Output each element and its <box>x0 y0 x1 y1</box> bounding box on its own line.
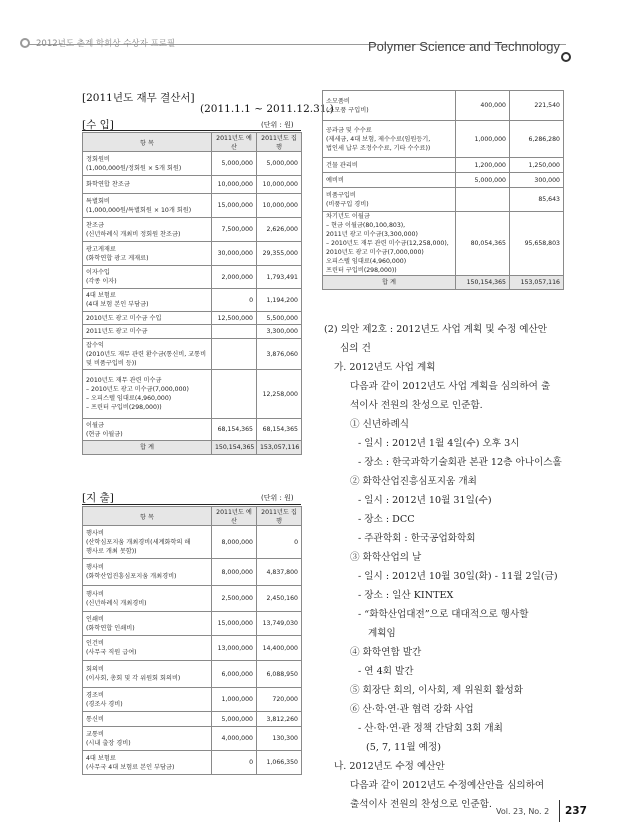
table-row <box>83 612 302 636</box>
row-budget-value: 15,000,000 <box>212 612 257 636</box>
row-item-line: – 2010년도 재무 관련 미수금(12,258,000), <box>326 240 449 247</box>
row-item-line: 차기년도 이월금 <box>326 213 370 220</box>
report-title: [2011년도 재무 결산서] <box>82 92 195 104</box>
income-unit: (단위 : 원) <box>261 121 294 129</box>
table-row <box>323 212 564 276</box>
row-budget-value: 5,000,000 <box>212 712 257 727</box>
row-item-line: 정회원비 <box>86 155 110 163</box>
row-item-line: 교통비 <box>86 730 104 738</box>
table-row <box>83 266 302 289</box>
row-budget-value: 8,000,000 <box>212 526 257 559</box>
agenda-line: 다음과 같이 2012년도 사업 계획을 심의하여 출 <box>350 381 551 392</box>
row-item-line: 2011년도 광고 미수금 <box>86 328 148 335</box>
row-actual-value: 1,793,491 <box>257 266 302 289</box>
row-budget-value: 0 <box>212 289 257 312</box>
agenda-line: - 일시 : 2012년 1월 4일(수) 오후 3시 <box>358 438 520 449</box>
agenda-line: - 산·학·연·관 정책 간담회 3회 개최 <box>358 723 503 734</box>
row-actual-value: 2,626,000 <box>257 218 302 242</box>
row-actual-value: 0 <box>257 526 302 559</box>
table-row <box>83 242 302 266</box>
table-row <box>323 91 564 121</box>
table-row <box>83 325 302 339</box>
table-row <box>83 289 302 312</box>
agenda-line: - “화학산업대전”으로 대대적으로 행사할 <box>358 609 529 620</box>
row-item-label <box>83 751 212 775</box>
table-row <box>83 727 302 751</box>
row-item-line: 4대 보험료 <box>86 292 116 299</box>
row-item-line: 인쇄비 <box>86 615 104 623</box>
table-row <box>83 419 302 441</box>
row-item-line: (현금 이월금) <box>86 430 123 438</box>
agenda-line: (2) 의안 제2호 : 2012년도 사업 계획 및 수정 예산안 <box>324 324 548 335</box>
row-item-line: 이자수입 <box>86 269 110 276</box>
agenda-line: - 일시 : 2012년 10월 31일(수) <box>358 495 492 506</box>
row-budget-value: 2,000,000 <box>212 266 257 289</box>
agenda-line: - 장소 : 일산 KINTEX <box>358 590 454 601</box>
row-item-label <box>83 727 212 751</box>
row-budget-value: 8,000,000 <box>212 559 257 586</box>
table-row <box>323 188 564 212</box>
row-budget-value: 1,000,000 <box>212 688 257 712</box>
row-item-line: 2010년도 재무 관련 미수금 <box>86 377 162 384</box>
row-item-label <box>83 152 212 176</box>
agenda-line: 계획임 <box>368 628 396 639</box>
row-item-line: – 프린터 구입비(298,000)) <box>86 404 162 411</box>
row-budget-value <box>212 370 257 419</box>
row-item-line: (소모품 구입비) <box>326 106 369 114</box>
row-budget-value: 5,000,000 <box>456 173 510 188</box>
table-row <box>83 559 302 586</box>
row-item-line: (화학산업진흥심포지움 개최경비) <box>86 573 177 580</box>
row-actual-value: 10,000,000 <box>257 176 302 194</box>
row-budget-value: 30,000,000 <box>212 242 257 266</box>
table-row <box>83 712 302 727</box>
row-item-label <box>83 661 212 688</box>
row-item-line: 법인세 납부 조정수수료, 기타 수수료)) <box>326 144 431 152</box>
row-item-label <box>83 339 212 370</box>
row-budget-value: 5,000,000 <box>212 152 257 176</box>
table-row <box>83 370 302 419</box>
table-row <box>83 526 302 559</box>
row-item-line: (산학심포지움 개최경비(세계화학의 해 <box>86 538 191 546</box>
expense-continued-table <box>322 90 564 290</box>
row-item-label <box>83 289 212 312</box>
row-item-line: 2010년도 광고 미수금 수입 <box>86 314 162 322</box>
row-item-line: – 오피스텔 임대료(4,960,000) <box>86 395 172 402</box>
row-item-label <box>323 188 456 212</box>
row-item-line: (화학연합 광고 게재료) <box>86 254 149 262</box>
row-budget-value: 0 <box>212 751 257 775</box>
row-item-label <box>323 91 456 121</box>
row-item-label <box>323 121 456 158</box>
header-circle-left-icon <box>20 38 30 48</box>
row-item-label <box>83 612 212 636</box>
agenda-line: - 주관학회 : 한국공업화학회 <box>358 533 476 544</box>
row-item-label <box>83 325 212 339</box>
income-rule <box>82 130 301 131</box>
col-header-actual: 2011년도 집행 <box>257 507 302 526</box>
header-section-text: 2012년도 춘계 학회상 수상자 프로필 <box>36 39 176 49</box>
row-budget-value: 10,000,000 <box>212 176 257 194</box>
agenda-line: ④ 화학연합 발간 <box>350 647 422 658</box>
row-item-line: (1,000,000원/특별회원 × 10개 회원) <box>86 206 192 214</box>
total-label: 합 계 <box>83 441 212 455</box>
row-item-label <box>83 586 212 612</box>
row-item-line: (사무국 4대 보험료 본인 부담금) <box>86 763 175 771</box>
row-item-line: (1,000,000원/정회원 × 5개 회원) <box>86 164 182 172</box>
total-budget-value: 150,154,365 <box>212 441 257 455</box>
income-table <box>82 132 302 455</box>
footer-volume: Vol. 23, No. 2 <box>496 807 550 816</box>
table-row <box>83 636 302 661</box>
table-row <box>83 176 302 194</box>
table-row <box>323 173 564 188</box>
table-row <box>323 121 564 158</box>
row-item-line: 인건비 <box>86 640 104 647</box>
row-item-line: 2010년도 광고 미수금(7,000,000) <box>326 249 424 256</box>
agenda-line: - 일시 : 2012년 10월 30일(화) - 11월 2일(금) <box>358 571 558 582</box>
row-item-line: 건물 관리비 <box>326 161 358 169</box>
row-item-line: 행사비 <box>86 564 104 571</box>
row-item-line: (신년하례식 개최비 정회원 찬조금) <box>86 230 181 238</box>
agenda-line: - 장소 : 한국과학기술회관 본관 12층 아나이스홀 <box>358 457 562 468</box>
row-actual-value: 29,355,000 <box>257 242 302 266</box>
row-item-line: (신년하례식 개최경비) <box>86 599 147 607</box>
row-actual-value: 85,643 <box>510 188 564 212</box>
table-row <box>83 688 302 712</box>
table-row <box>83 586 302 612</box>
row-actual-value: 4,837,800 <box>257 559 302 586</box>
col-header-actual: 2011년도 집행 <box>257 133 302 152</box>
row-item-label <box>83 370 212 419</box>
total-actual-value: 153,057,116 <box>257 441 302 455</box>
row-actual-value: 720,000 <box>257 688 302 712</box>
row-item-line: 오피스텔 임대료(4,960,000) <box>326 258 407 265</box>
row-item-label <box>83 712 212 727</box>
row-item-label <box>83 636 212 661</box>
row-item-line: 행사비 <box>86 529 104 537</box>
row-item-line: (사무국 직원 급여) <box>86 649 137 656</box>
row-actual-value: 3,300,000 <box>257 325 302 339</box>
row-item-line: 2011년 광고 미수금(3,300,000) <box>326 231 418 238</box>
row-item-line: 회의비 <box>86 666 104 673</box>
footer-divider <box>559 800 560 822</box>
row-budget-value: 12,500,000 <box>212 312 257 325</box>
row-actual-value: 2,450,160 <box>257 586 302 612</box>
agenda-line: 가. 2012년도 사업 계획 <box>334 362 436 373</box>
row-item-line: (시내 출장 경비) <box>86 739 131 747</box>
table-row <box>83 661 302 688</box>
expense-table <box>82 506 302 775</box>
row-item-line: 비품구입비 <box>326 191 356 199</box>
row-actual-value: 6,088,950 <box>257 661 302 688</box>
agenda-line: - 연 4회 발간 <box>358 666 414 677</box>
row-actual-value: 3,812,260 <box>257 712 302 727</box>
row-budget-value: 15,000,000 <box>212 194 257 218</box>
row-budget-value: 1,200,000 <box>456 158 510 173</box>
row-item-line: – 2010년도 광고 미수금(7,000,000) <box>86 386 189 393</box>
total-label: 합 계 <box>323 276 456 290</box>
row-actual-value: 14,400,000 <box>257 636 302 661</box>
col-header-budget: 2011년도 예산 <box>212 507 257 526</box>
row-actual-value: 12,258,000 <box>257 370 302 419</box>
row-actual-value: 221,540 <box>510 91 564 121</box>
total-actual-value: 153,057,116 <box>510 276 564 290</box>
row-actual-value: 130,300 <box>257 727 302 751</box>
row-actual-value: 300,000 <box>510 173 564 188</box>
row-item-label <box>83 242 212 266</box>
row-actual-value: 5,000,000 <box>257 152 302 176</box>
col-header-budget: 2011년도 예산 <box>212 133 257 152</box>
table-row <box>83 218 302 242</box>
row-item-line: 화학연합 찬조금 <box>86 181 130 188</box>
row-actual-value: 6,286,280 <box>510 121 564 158</box>
table-row <box>323 158 564 173</box>
row-actual-value: 13,749,030 <box>257 612 302 636</box>
row-actual-value: 5,500,000 <box>257 312 302 325</box>
row-item-label <box>83 526 212 559</box>
agenda-line: 심의 건 <box>340 343 371 354</box>
expense-rule <box>82 504 301 505</box>
row-actual-value: 10,000,000 <box>257 194 302 218</box>
row-item-line: 통신비 <box>86 715 104 723</box>
row-item-line: (2010년도 재무 관련 환수금(통신비, 교통비 <box>86 350 207 358</box>
agenda-text <box>324 320 564 814</box>
agenda-line: ⑤ 회장단 회의, 이사회, 제 위원회 활성화 <box>350 685 524 696</box>
row-item-line: (화학연합 인쇄비) <box>86 624 135 632</box>
table-row <box>83 312 302 325</box>
row-item-label <box>83 312 212 325</box>
row-item-line: 찬조금 <box>86 221 104 229</box>
row-actual-value: 68,154,365 <box>257 419 302 441</box>
row-item-line: (이사회, 총회 및 각 위원회 회의비) <box>86 675 181 682</box>
col-header-item: 항 목 <box>83 507 212 526</box>
agenda-line: ① 신년하례식 <box>350 419 409 430</box>
row-item-label <box>323 212 456 276</box>
row-budget-value: 80,054,365 <box>456 212 510 276</box>
row-item-label <box>83 419 212 441</box>
row-item-line: 특별회비 <box>86 197 110 205</box>
row-actual-value: 1,194,200 <box>257 289 302 312</box>
row-item-line: (제세금, 4대 보험, 제수수료(임원등기, <box>326 135 431 143</box>
row-item-line: 공과금 및 수수료 <box>326 126 372 134</box>
table-row <box>83 194 302 218</box>
col-header-item: 항 목 <box>83 133 212 152</box>
agenda-line: ⑥ 산·학·연·관 협력 강화 사업 <box>350 704 474 715</box>
row-item-line: (각종 이자) <box>86 278 117 285</box>
page-number: 237 <box>565 805 587 817</box>
agenda-line: - 장소 : DCC <box>358 514 415 525</box>
agenda-line: ③ 화학산업의 날 <box>350 552 422 563</box>
agenda-line: 석이사 전원의 찬성으로 인준함. <box>350 400 483 411</box>
row-budget-value <box>212 339 257 370</box>
row-item-line: 4대 보험료 <box>86 754 116 762</box>
expense-unit: (단위 : 원) <box>261 494 294 502</box>
row-budget-value <box>212 325 257 339</box>
row-item-line: (비품구입 경비) <box>326 200 369 208</box>
row-item-line: 예비비 <box>326 176 344 184</box>
row-item-label <box>83 559 212 586</box>
row-budget-value: 1,000,000 <box>456 121 510 158</box>
agenda-line: ② 화학산업진흥심포지움 개최 <box>350 476 477 487</box>
row-item-label <box>83 176 212 194</box>
row-item-label <box>83 218 212 242</box>
row-budget-value: 400,000 <box>456 91 510 121</box>
expense-title: [지 출] <box>82 492 114 504</box>
row-item-line: 행사비 <box>86 590 104 598</box>
report-period: (2011.1.1 ~ 2011.12.31.) <box>200 103 334 115</box>
total-budget-value: 150,154,365 <box>456 276 510 290</box>
row-item-label <box>83 194 212 218</box>
row-item-line: 경조비 <box>86 691 104 699</box>
agenda-line: (5, 7, 11월 예정) <box>366 742 441 753</box>
row-actual-value: 1,250,000 <box>510 158 564 173</box>
row-item-line: (4대 보험 본인 부담금) <box>86 301 149 308</box>
row-actual-value: 3,876,060 <box>257 339 302 370</box>
total-row <box>83 441 302 455</box>
row-item-line: 행사로 개최 못함)) <box>86 547 137 555</box>
row-budget-value: 13,000,000 <box>212 636 257 661</box>
row-item-label <box>83 266 212 289</box>
table-row <box>83 339 302 370</box>
table-row <box>83 751 302 775</box>
agenda-line: 출석이사 전원의 찬성으로 인준함. <box>350 799 492 810</box>
row-item-line: 잡수익 <box>86 341 104 349</box>
row-budget-value: 4,000,000 <box>212 727 257 751</box>
row-item-line: 프린터 구입비(298,000)) <box>326 267 397 274</box>
row-budget-value: 68,154,365 <box>212 419 257 441</box>
row-item-line: (경조사 경비) <box>86 700 123 708</box>
row-item-line: 이월금 <box>86 421 104 429</box>
row-item-label <box>83 688 212 712</box>
header-circle-right-icon <box>561 52 571 62</box>
header-journal-title: Polymer Science and Technology <box>368 39 560 54</box>
row-actual-value: 95,658,803 <box>510 212 564 276</box>
agenda-line: 다음과 같이 2012년도 수정예산안을 심의하여 <box>350 780 545 791</box>
row-item-line: – 현금 이월금(80,100,803), <box>326 222 406 229</box>
row-budget-value <box>456 188 510 212</box>
agenda-line: 나. 2012년도 수정 예산안 <box>334 761 445 772</box>
row-item-line: 소모품비 <box>326 97 350 105</box>
row-item-label <box>323 173 456 188</box>
row-item-line: 및 비품구입비 등)) <box>86 359 137 367</box>
table-row <box>83 152 302 176</box>
row-actual-value: 1,066,350 <box>257 751 302 775</box>
row-item-line: 광고게재료 <box>86 245 116 253</box>
income-title: [수 입] <box>82 119 114 131</box>
row-budget-value: 2,500,000 <box>212 586 257 612</box>
row-item-label <box>323 158 456 173</box>
row-budget-value: 7,500,000 <box>212 218 257 242</box>
total-row <box>323 276 564 290</box>
row-budget-value: 6,000,000 <box>212 661 257 688</box>
